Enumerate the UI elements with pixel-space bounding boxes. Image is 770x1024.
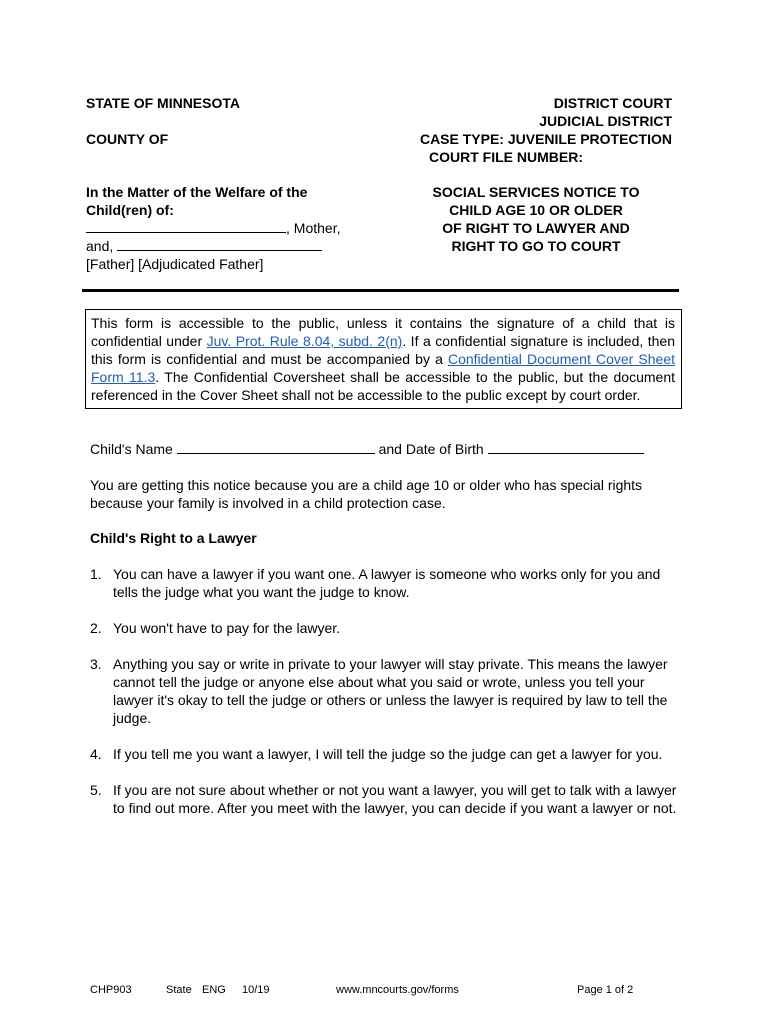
court-name: DISTRICT COURT [553, 95, 672, 111]
list-item [90, 745, 680, 763]
list-item [90, 655, 680, 727]
list-item [90, 781, 680, 817]
father-line [86, 237, 322, 255]
dob-field[interactable] [488, 440, 644, 454]
item-text: Anything you say or write in private to your lawyer will stay private. This means the lawyer cannot tell the judge or anyone else about what you said or wrote, unless you tell your lawyer it's okay to tell the judge or others or unless the lawyer is required by law to tell the judge. [113, 656, 668, 726]
footer-lang: ENG [202, 984, 226, 996]
juv-prot-rule-link[interactable]: Juv. Prot. Rule 8.04, subd. 2(n) [206, 333, 403, 349]
form-title-4: RIGHT TO GO TO COURT [451, 238, 621, 254]
confidentiality-notice [85, 309, 682, 409]
mother-line [86, 219, 340, 237]
cover-sheet-form-link[interactable]: Confidential Document Cover Sheet Form 11.3 [91, 351, 675, 385]
notice-text-2: . If a confidential signature is included, then this form is confidential and must be accompanied by a [91, 333, 675, 367]
item-number: 1. [90, 566, 102, 582]
father-type: [Father] [Adjudicated Father] [86, 256, 264, 272]
form-title-3: OF RIGHT TO LAWYER AND [442, 220, 630, 236]
intro-paragraph: You are getting this notice because you are a child age 10 or older who has special rights because your family is involved in a child protection case. [90, 477, 643, 511]
item-text: If you are not sure about whether or not you want a lawyer, you will get to talk with a lawyer to find out more. After you meet with the lawyer, you can decide if you want a lawyer or not. [113, 782, 677, 816]
state-name: STATE OF MINNESOTA [86, 95, 240, 111]
item-number: 4. [90, 746, 102, 762]
judicial-district: JUDICIAL DISTRICT [539, 113, 672, 129]
list-item [90, 619, 680, 637]
footer-date: 10/19 [242, 984, 270, 996]
court-file-number: COURT FILE NUMBER: [429, 149, 583, 165]
section-heading: Child's Right to a Lawyer [90, 530, 257, 546]
child-fields-line [90, 440, 644, 458]
form-title-2: CHILD AGE 10 OR OLDER [449, 202, 623, 218]
notice-text-1: This form is accessible to the public, unless it contains the signature of a child that is confidential under [91, 315, 675, 349]
child-name-label: Child's Name [90, 441, 173, 457]
form-title-1: SOCIAL SERVICES NOTICE TO [432, 184, 640, 200]
item-number: 5. [90, 782, 102, 798]
footer-page-number: Page 1 of 2 [577, 984, 634, 996]
rights-list [90, 565, 680, 835]
notice-text-3: . The Confidential Coversheet shall be accessible to the public, but the document referenced in the Cover Sheet shall not be accessible to the public except by court order. [91, 369, 675, 403]
footer-url[interactable]: www.mncourts.gov/forms [336, 984, 459, 996]
item-number: 2. [90, 620, 102, 636]
and-label: and, [86, 238, 114, 254]
matter-line2: Child(ren) of: [86, 202, 174, 218]
mother-blank[interactable] [86, 219, 286, 233]
child-name-field[interactable] [177, 440, 375, 454]
item-text: If you tell me you want a lawyer, I will tell the judge so the judge can get a lawyer for you. [113, 746, 663, 762]
footer-form-id: CHP903 [90, 984, 132, 996]
mother-label: , Mother, [286, 220, 341, 236]
item-number: 3. [90, 656, 102, 672]
matter-line1: In the Matter of the Welfare of the [86, 184, 308, 200]
county-label: COUNTY OF [86, 131, 169, 147]
dob-label: and Date of Birth [378, 441, 484, 457]
footer-state: State [166, 984, 192, 996]
father-blank[interactable] [117, 237, 322, 251]
case-type: CASE TYPE: JUVENILE PROTECTION [419, 131, 672, 147]
header-divider [82, 289, 679, 292]
item-text: You can have a lawyer if you want one. A lawyer is someone who works only for you and tells the judge what you want the judge to know. [113, 566, 661, 600]
item-text: You won't have to pay for the lawyer. [113, 620, 341, 636]
list-item [90, 565, 680, 601]
